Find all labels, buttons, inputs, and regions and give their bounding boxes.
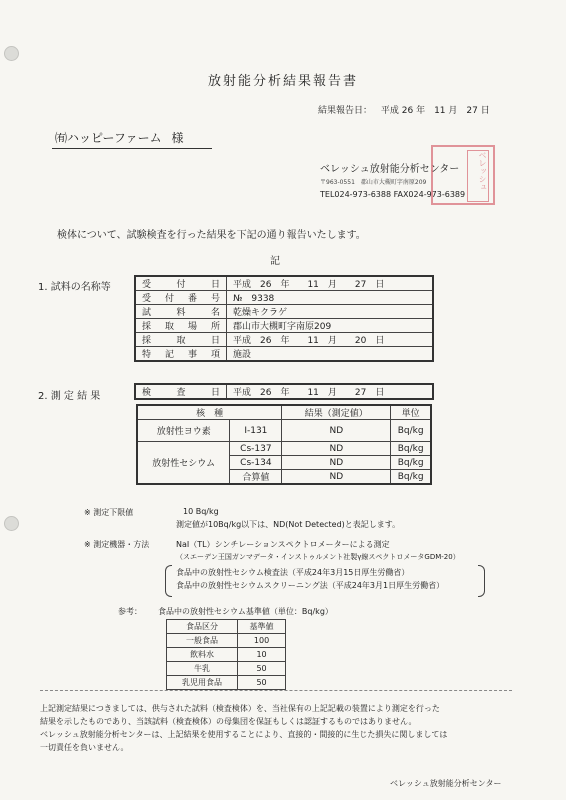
header-result: 結果（測定値） <box>282 405 391 420</box>
table-row <box>135 276 433 291</box>
punch-hole <box>4 46 19 61</box>
section1-label: 1. 試料の名称等 <box>38 282 111 293</box>
results-table <box>136 404 432 485</box>
unit-cell: Bq/kg <box>391 420 431 442</box>
table-row <box>135 305 433 319</box>
result-cell: ND <box>282 470 391 485</box>
standard-cell: 10 <box>238 648 286 662</box>
header-nuclide: 核 種 <box>137 405 282 420</box>
category-cell: 飲料水 <box>167 648 238 662</box>
standard-cell: 50 <box>238 676 286 690</box>
result-cell: ND <box>282 442 391 456</box>
reference-title: 食品中の放射性セシウム基準値（単位：Bq/kg） <box>158 607 333 616</box>
row-value: 郡山市大槻町字南原209 <box>227 319 434 333</box>
table-row <box>135 384 433 399</box>
result-cell: ND <box>282 456 391 470</box>
row-value: 乾燥キクラゲ <box>227 305 434 319</box>
standard-cell: 50 <box>238 662 286 676</box>
row-value: 平成 26 年 11 月 27 日 <box>227 276 434 291</box>
lower-limit-label: ※ 測定下限値 <box>84 508 134 517</box>
center-address: 〒963-0551 郡山市大槻町字南原209 <box>320 179 427 186</box>
footer-line-2: 結果を示したものであり、当該試料（検査検体）の母集団を保証もしくは認証するものではありません。 <box>40 717 417 726</box>
bracket-left <box>165 565 172 597</box>
header-category: 食品区分 <box>167 620 238 634</box>
report-date <box>318 103 490 116</box>
category-cell: 乳児用食品 <box>167 676 238 690</box>
row-value: 施設 <box>227 347 434 362</box>
recipient-name: ㈲ハッピーファーム <box>55 131 162 145</box>
unit-cell: Bq/kg <box>391 442 431 456</box>
table-row <box>167 648 286 662</box>
footer-line-1: 上記測定結果につきましては、供与された試料（検査検体）を、当社保有の上記記載の装置により測定を行った <box>40 704 440 713</box>
report-date-value: 平成 26 年 11 月 27 日 <box>380 106 490 116</box>
unit-cell: Bq/kg <box>391 456 431 470</box>
method-line-3: 食品中の放射性セシウム検査法（平成24年3月15日厚生労働省） <box>176 568 410 577</box>
test-date-value: 平成 26 年 11 月 27 日 <box>227 384 434 399</box>
table-row <box>135 347 433 362</box>
row-value: 平成 26 年 11 月 20 日 <box>227 333 434 347</box>
result-cell: ND <box>282 420 391 442</box>
method-line-1: NaI（TL）シンチレーションスペクトロメーターによる測定 <box>176 540 390 549</box>
table-header-row <box>137 405 431 420</box>
row-label: 特記事項 <box>135 347 227 362</box>
row-label: 採取日 <box>135 333 227 347</box>
bracket-right <box>478 565 485 597</box>
group-iodine: 放射性ヨウ素 <box>137 420 230 442</box>
reference-label: 参考： <box>118 607 142 616</box>
category-cell: 牛乳 <box>167 662 238 676</box>
table-header-row <box>167 620 286 634</box>
lower-limit-value: 10 Bq/kg <box>183 507 219 516</box>
standard-cell: 100 <box>238 634 286 648</box>
method-line-2: （スエーデン王国ガンマデータ・インストゥルメント社製γ線スペクトロメータGDM-20） <box>176 553 460 561</box>
center-name: ベレッシュ放射能分析センター <box>320 164 460 175</box>
table-row <box>167 634 286 648</box>
group-cesium: 放射性セシウム <box>137 442 230 485</box>
table-row <box>137 442 431 456</box>
seal-text: ベレッシュ <box>467 150 489 202</box>
unit-cell: Bq/kg <box>391 470 431 485</box>
footer-organization: ベレッシュ放射能分析センター <box>390 779 502 788</box>
report-date-label: 結果報告日： <box>318 106 373 116</box>
table-row <box>135 333 433 347</box>
row-label: 採取場所 <box>135 319 227 333</box>
header-unit: 単位 <box>391 405 431 420</box>
ki-heading: 記 <box>270 256 280 267</box>
document-title: 放射能分析結果報告書 <box>207 74 358 89</box>
lower-limit-note: 測定値が10Bq/kg以下は、ND(Not Detected)と表記します。 <box>176 520 401 529</box>
section2-label: 2. 測 定 結 果 <box>38 391 101 402</box>
header-standard: 基準値 <box>238 620 286 634</box>
row-label: 試料名 <box>135 305 227 319</box>
category-cell: 一般食品 <box>167 634 238 648</box>
nuclide-cell: Cs-134 <box>230 456 282 470</box>
table-row <box>135 319 433 333</box>
row-label: 受付番号 <box>135 291 227 305</box>
nuclide-cell: Cs-137 <box>230 442 282 456</box>
method-label: ※ 測定機器・方法 <box>84 540 150 549</box>
row-label: 受 付 日 <box>135 276 227 291</box>
footer-line-3: ベレッシュ放射能分析センターは、上記結果を使用することにより、直接的・間接的に生じた損失に関しましては <box>40 730 448 739</box>
recipient-honorific: 様 <box>171 131 184 145</box>
intro-text: 検体について、試験検査を行った結果を下記の通り報告いたします。 <box>57 230 366 241</box>
sample-info-table <box>134 275 434 362</box>
nuclide-cell: I-131 <box>230 420 282 442</box>
nuclide-cell: 合算値 <box>230 470 282 485</box>
table-row <box>167 662 286 676</box>
test-date-label: 検 査 日 <box>135 384 227 399</box>
reference-table <box>166 619 286 690</box>
row-value: № 9338 <box>227 291 434 305</box>
method-line-4: 食品中の放射性セシウムスクリーニング法（平成24年3月1日厚生労働省） <box>176 581 445 590</box>
punch-hole <box>4 516 19 531</box>
footer-line-4: 一切責任を負いません。 <box>40 743 129 752</box>
recipient-underline <box>52 148 212 149</box>
company-seal <box>431 145 495 205</box>
table-row <box>137 420 431 442</box>
center-phone: TEL024-973-6388 FAX024-973-6389 <box>320 190 466 199</box>
footer-divider <box>40 690 512 691</box>
table-row <box>135 291 433 305</box>
table-row <box>167 676 286 690</box>
recipient <box>55 129 184 146</box>
test-date-table <box>134 383 434 400</box>
